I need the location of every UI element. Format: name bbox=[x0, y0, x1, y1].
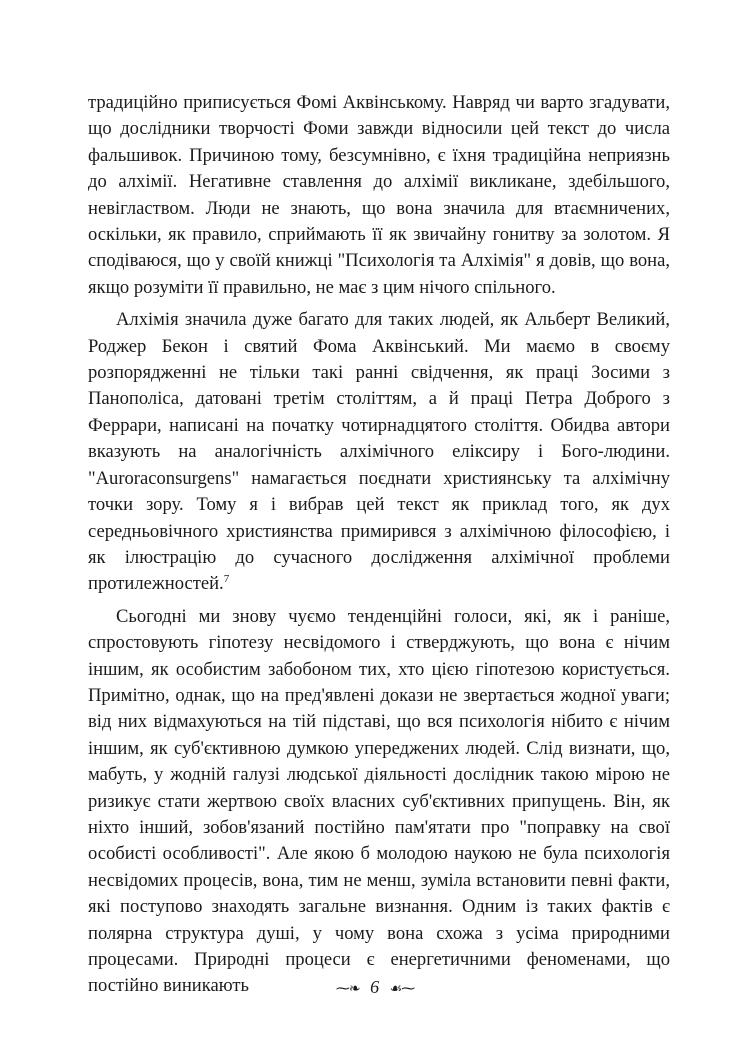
paragraph-1 bbox=[88, 90, 670, 301]
footer-ornament-left: ⁓❧ bbox=[335, 982, 360, 997]
footnote-marker[interactable]: 7 bbox=[223, 573, 230, 586]
footer-ornament-right: ☙⁓ bbox=[389, 982, 415, 997]
paragraph-3 bbox=[88, 604, 670, 1000]
paragraph-1-text: традиційно приписується Фомі Аквінському. Навряд чи варто згадувати, що дослідники творчості Фоми завжди відносили цей текст до числа фальшивок. Причиною тому, безсумнівно, є їхня традиційна неприязнь до алхімії. Негативне ставлення до алхімії викликане, здебільшого, невіглаством. Люди не знають, що вона значила для втаємничених, оскільки, як правило, сприймають її як звичайну гонитву за золотом. Я сподіваюся, що у своїй книжці "Психологія та Алхімія" я довів, що вона, якщо розуміти її правильно, не має з цим нічого спільного. bbox=[88, 92, 670, 298]
page-number: 6 bbox=[370, 977, 380, 997]
paragraph-2-text: Алхімія значила дуже багато для таких людей, як Альберт Великий, Роджер Бекон і святий Фома Аквінський. Ми маємо в своєму розпорядженні не тільки такі ранні свідчення, як праці Зосими з Панополіса, датовані третім століттям, а й праці Петра Доброго з Феррари, написані на початку чотирнадцятого століття. Обидва автори вказують на аналогічність алхімічного еліксиру і Бого-людини. "Auroraconsurgens" намагається поєднати християнську та алхімічну точки зору. Тому я і вибрав цей текст як приклад того, як дух середньовічного християнства примирився з алхімічною філософією, і як ілюстрацію до сучасного дослідження алхімічної проблеми протилежностей. bbox=[88, 309, 670, 595]
paragraph-2 bbox=[88, 307, 670, 597]
page-footer bbox=[0, 977, 750, 998]
paragraph-3-text: Сьогодні ми знову чуємо тенденційні голоси, які, як і раніше, спростовують гіпотезу несвідомого і стверджують, що вона є нічим іншим, як особистим забобоном тих, хто цією гіпотезою користується. Примітно, однак, що на пред'явлені докази не звертається жодної уваги; від них відмахуються на тій підставі, що вся психологія нібито є нічим іншим, як суб'єктивною думкою упереджених людей. Слід визнати, що, мабуть, у жодній галузі людської діяльності дослідник такою мірою не ризикує стати жертвою своїх власних суб'єктивних припущень. Він, як ніхто інший, зобов'язаний постійно пам'ятати про "поправку на свої особисті особливості". Але якою б молодою наукою не була психологія несвідомих процесів, вона, тим не менш, зуміла встановити певні факти, які поступово знаходять загальне визнання. Одним із таких фактів є полярна структура душі, у чому вона схожа з усіма природними процесами. Природні процеси є енергетичними феноменами, що постійно виникають bbox=[88, 605, 670, 997]
page-body bbox=[88, 90, 670, 1006]
